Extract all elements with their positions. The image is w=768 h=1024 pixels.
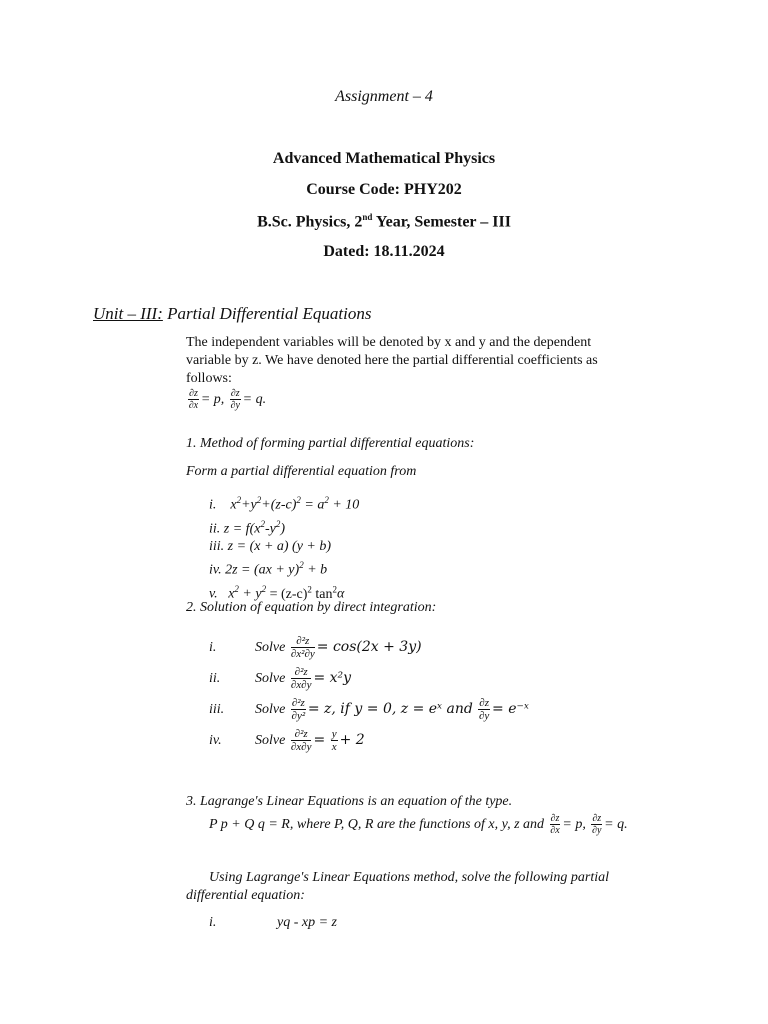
dz-dy-fraction: $\frac{\partial z}{\partial y}$ — [230, 388, 240, 411]
list-item: i. yq - xp = z — [209, 915, 337, 930]
dz-dy-fraction: $\frac{\partial z}{\partial y}$ — [478, 697, 490, 722]
section3-instruction: Using Lagrange's Linear Equations method, solve the following partial differential equation: — [186, 870, 610, 903]
list-item: i. Solve $\frac{\text{∂²z}}{\text{∂x²∂y}}$ = cos(2𝑥 + 3𝑦) — [209, 635, 422, 660]
dated-line: Dated: 18.11.2024 — [323, 243, 445, 260]
intro-definitions — [186, 389, 266, 411]
y-over-x-fraction: $\frac{y}{x}$ — [331, 728, 337, 753]
program-sup: nd — [362, 212, 373, 222]
d2z-dy2-fraction: $\frac{\text{∂²z}}{\text{∂y²}}$ — [291, 697, 306, 722]
list-item: iii. Solve $\frac{\text{∂²z}}{\text{∂y²}}$ = 𝑧, 𝑖𝑓 𝑦 = 0, 𝑧 = 𝑒ˣ 𝑎𝑛𝑑 $\frac{\partial z}{\partial y}$ = 𝑒⁻ˣ — [209, 697, 529, 722]
eq-q: = q. — [242, 392, 267, 408]
unit-heading — [93, 304, 371, 324]
d2z-dxdy-fraction: $\frac{\text{∂²z}}{\partial x\partial y}$ — [290, 728, 312, 753]
intro-line: follows: — [186, 371, 232, 386]
list-item: ii. $z = f(x^2-y^2)$ — [209, 518, 286, 537]
section1-title: 1. Method of forming partial differential equations: — [186, 436, 475, 451]
list-item: v. $x^2 + y^2 = (z-c)^2$ $\tan^2\alpha$ — [209, 583, 345, 602]
d2z-dxdy-fraction: $\frac{\text{∂²z}}{\partial x\partial y}$ — [290, 666, 312, 691]
section3-equation: P p + Q q = R, where P, Q, R are the functions of x, y, z and $\frac{\partial z}{\partial x}$ = p, $\frac{\partial z}{\partial y}$ = q. — [209, 813, 628, 836]
course-code: Course Code: PHY202 — [306, 181, 462, 198]
dz-dx-fraction: $\frac{\partial z}{\partial x}$ — [188, 388, 199, 411]
section2-title: 2. Solution of equation by direct integration: — [186, 600, 437, 615]
dz-dx-fraction: $\frac{\partial z}{\partial x}$ — [550, 813, 560, 836]
section1-subtitle: Form a partial differential equation from — [186, 464, 417, 479]
list-item: ii. Solve $\frac{\text{∂²z}}{\partial x\partial y}$ = 𝑥²𝑦 — [209, 666, 352, 691]
section1-list — [209, 491, 359, 604]
subject-title: Advanced Mathematical Physics — [272, 150, 496, 167]
list-item: i. $x^2+y^2+(z-c)^2 = a^2 + 10$ — [209, 495, 360, 513]
program-suffix: Year, Semester – III — [372, 213, 511, 231]
unit-label: Unit – III: — [93, 304, 163, 323]
list-item: iv. Solve $\frac{\text{∂²z}}{\partial x\partial y}$ = $\frac{y}{x}$ + 2 — [209, 728, 365, 753]
program-line — [0, 212, 768, 231]
intro-line: The independent variables will be denoted by x and y and the dependent — [186, 335, 592, 350]
list-item: iii. z = (x + a) (y + b) — [209, 539, 332, 555]
assignment-title: Assignment – 4 — [335, 88, 433, 105]
eq-p: = p, — [200, 392, 225, 408]
program-prefix: B.Sc. Physics, 2 — [257, 213, 363, 231]
section3-title: 3. Lagrange's Linear Equations is an equation of the type. — [186, 794, 513, 809]
dz-dy-fraction: $\frac{\partial z}{\partial y}$ — [592, 813, 602, 836]
intro-paragraph — [186, 334, 598, 388]
unit-title: Partial Differential Equations — [162, 304, 372, 323]
d2z-dx2dy-fraction: $\frac{\text{∂²z}}{\text{∂x²∂y}}$ — [290, 635, 315, 660]
intro-line: variable by z. We have denoted here the partial differential coefficients as — [186, 353, 598, 368]
list-item: iv. 2z = (ax + y)$^2$ + b — [209, 560, 328, 578]
